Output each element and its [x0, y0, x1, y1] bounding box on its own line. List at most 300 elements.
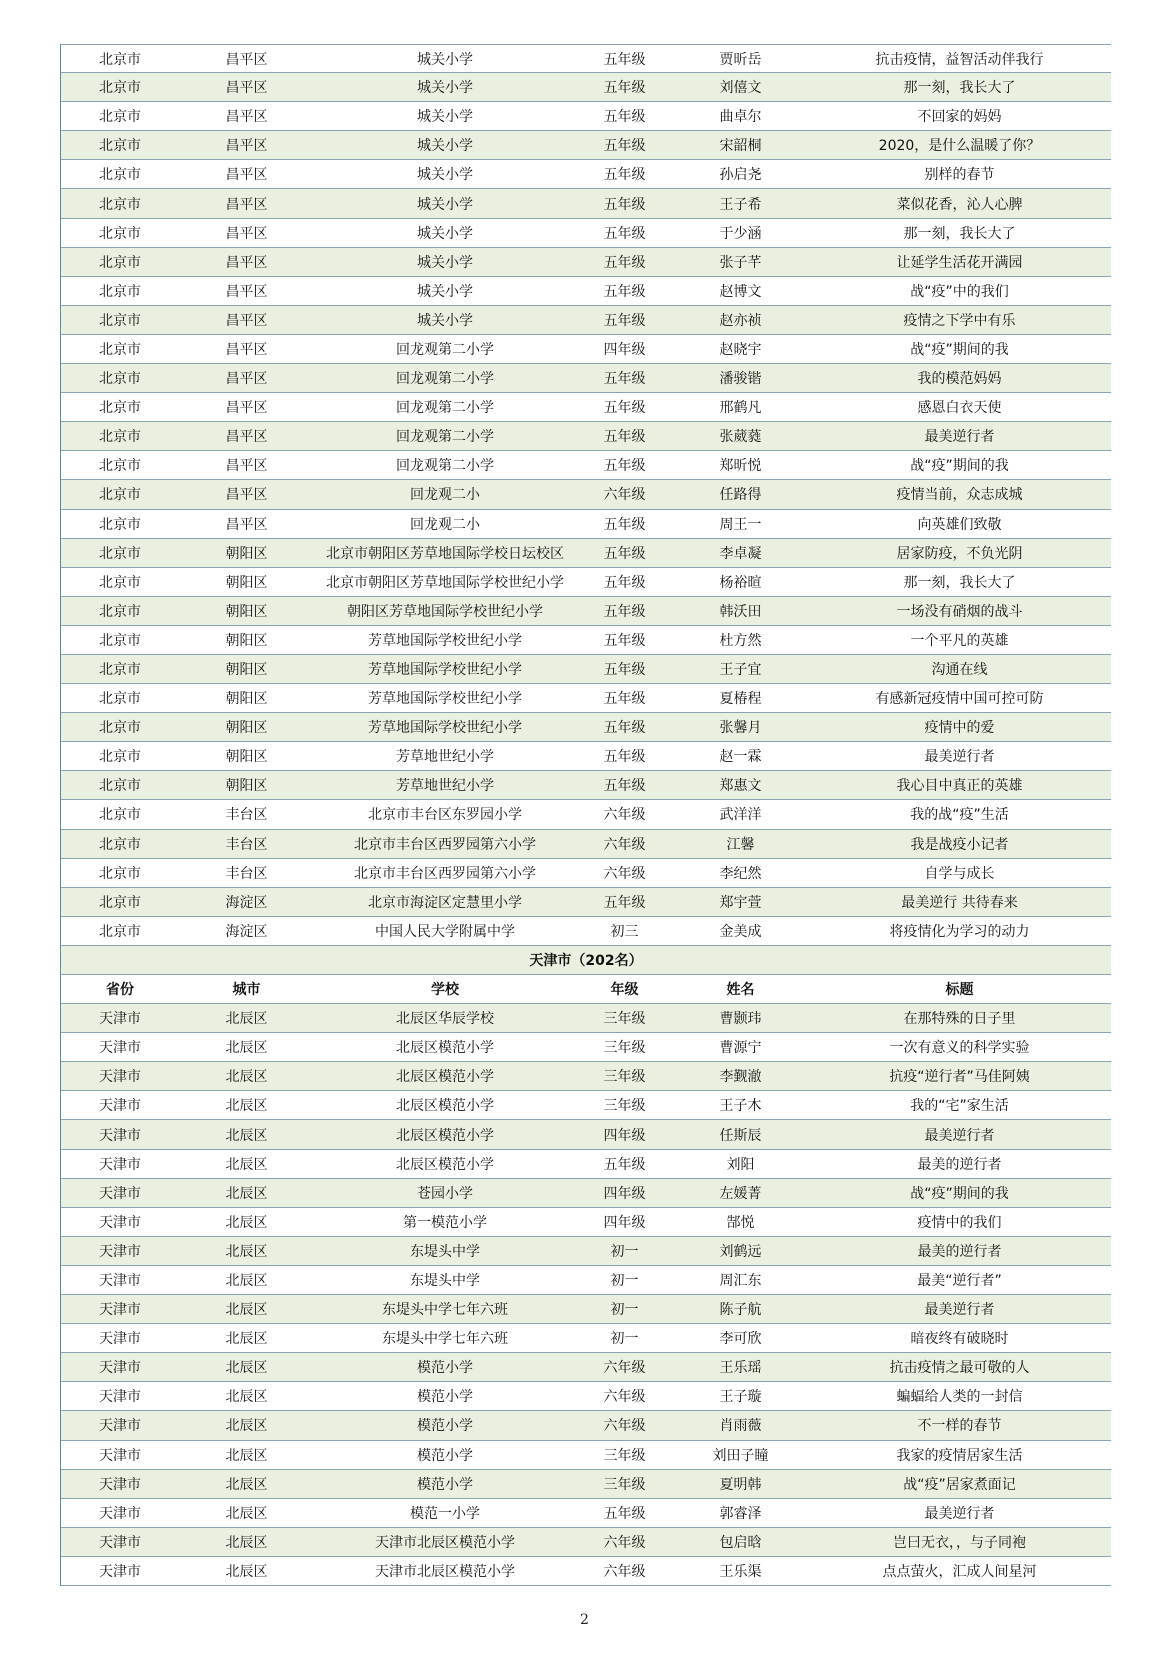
- table-cell: 回龙观第二小学: [396, 400, 494, 417]
- table-row: [61, 219, 1111, 248]
- table-cell: 城关小学: [417, 312, 473, 329]
- table-row: [61, 102, 1111, 131]
- table-row: [61, 160, 1111, 189]
- table-row: [61, 1557, 1111, 1586]
- table-cell: 东堤头中学: [410, 1272, 480, 1289]
- table-cell: 北京市丰台区东罗园小学: [368, 807, 522, 824]
- table-row: [61, 393, 1111, 422]
- table-cell: 五年级: [603, 1505, 646, 1522]
- table-cell: 北京市: [99, 371, 141, 388]
- table-cell: 城市: [232, 982, 261, 999]
- table-cell: 北京市: [99, 720, 141, 737]
- table-cell: 北京市: [99, 574, 141, 591]
- table-row: [61, 1062, 1111, 1091]
- table-cell: 回龙观第二小学: [396, 458, 494, 475]
- table-cell: 东堤头中学七年六班: [382, 1331, 508, 1348]
- table-cell: 抗击疫情之最可敬的人: [889, 1360, 1030, 1377]
- table-cell: 六年级: [603, 1360, 646, 1377]
- table-cell: 模范一小学: [410, 1505, 480, 1522]
- table-cell: 张葳蕤: [719, 429, 762, 446]
- table-row: [61, 597, 1111, 626]
- table-header-row: [61, 975, 1111, 1004]
- table-cell: 让延学生活花开满园: [896, 254, 1023, 271]
- table-cell: 五年级: [603, 458, 646, 475]
- table-cell: 武洋洋: [719, 807, 762, 824]
- table-cell: 潘骏锴: [719, 371, 762, 388]
- table-cell: 我心目中真正的英雄: [896, 778, 1023, 795]
- table-cell: 模范小学: [417, 1418, 473, 1435]
- table-cell: 五年级: [603, 749, 646, 766]
- table-cell: 芳草地国际学校世纪小学: [368, 720, 522, 737]
- table-cell: 战“疫”居家煮面记: [903, 1476, 1016, 1493]
- table-cell: 江馨: [726, 836, 755, 853]
- table-cell: 天津市: [99, 1214, 141, 1231]
- table-cell: 将疫情化为学习的动力: [889, 923, 1030, 940]
- table-cell: 张子芊: [719, 254, 762, 271]
- table-cell: 六年级: [603, 807, 646, 824]
- table-row: [61, 713, 1111, 742]
- table-cell: 六年级: [603, 1534, 646, 1551]
- table-cell: 北京市: [99, 80, 141, 97]
- table-cell: 北京市: [99, 545, 141, 562]
- table-row: [61, 800, 1111, 829]
- table-cell: 六年级: [603, 1563, 646, 1580]
- table-cell: 东堤头中学七年六班: [382, 1302, 508, 1319]
- table-cell: 王乐渠: [719, 1563, 762, 1580]
- table-row: [61, 1411, 1111, 1440]
- table-cell: 芳草地世纪小学: [396, 778, 494, 795]
- table-cell: 天津市: [99, 1272, 141, 1289]
- table-cell: 六年级: [603, 1418, 646, 1435]
- table-cell: 有感新冠疫情中国可控可防: [875, 691, 1044, 708]
- table-cell: 金美成: [719, 923, 762, 940]
- table-cell: 在那特殊的日子里: [903, 1011, 1016, 1028]
- table-cell: 海淀区: [225, 894, 268, 911]
- table-cell: 疫情中的爱: [924, 720, 995, 737]
- table-cell: 北辰区: [225, 1534, 268, 1551]
- table-cell: 模范小学: [417, 1389, 473, 1406]
- table-cell: 昌平区: [225, 283, 268, 300]
- table-cell: 城关小学: [417, 254, 473, 271]
- table-cell: 最美逆行 共待春来: [901, 894, 1018, 911]
- table-cell: 昌平区: [225, 371, 268, 388]
- table-cell: 刘田子瞳: [712, 1447, 769, 1464]
- table-cell: 芳草地国际学校世纪小学: [368, 691, 522, 708]
- table-cell: 丰台区: [225, 807, 268, 824]
- table-cell: 那一刻，我长大了: [903, 80, 1016, 97]
- table-cell: 城关小学: [417, 167, 473, 184]
- table-cell: 五年级: [603, 400, 646, 417]
- table-cell: 贾昕岳: [719, 51, 762, 68]
- table-row: [61, 655, 1111, 684]
- table-cell: 战“疫”期间的我: [910, 1185, 1009, 1202]
- table-cell: 赵亦祯: [719, 312, 762, 329]
- table-cell: 一次有意义的科学实验: [889, 1040, 1030, 1057]
- table-cell: 暗夜终有破晓时: [910, 1331, 1009, 1348]
- table-row: [61, 451, 1111, 480]
- table-cell: 北辰区: [225, 1505, 268, 1522]
- table-cell: 天津市: [99, 1505, 141, 1522]
- table-cell: 五年级: [603, 574, 646, 591]
- table-cell: 北京市: [99, 923, 141, 940]
- table-cell: 我的模范妈妈: [917, 371, 1002, 388]
- table-cell: 芳草地国际学校世纪小学: [368, 632, 522, 649]
- table-cell: 自学与成长: [924, 865, 995, 882]
- table-cell: 五年级: [603, 167, 646, 184]
- table-cell: 昌平区: [225, 109, 268, 126]
- table-row: [61, 1208, 1111, 1237]
- table-cell: 一场没有硝烟的战斗: [896, 603, 1023, 620]
- table-cell: 北京市: [99, 51, 141, 68]
- table-cell: 北京市: [99, 196, 141, 213]
- table-cell: 王子木: [719, 1098, 762, 1115]
- table-cell: 王子璇: [719, 1389, 762, 1406]
- table-cell: 三年级: [603, 1011, 646, 1028]
- table-cell: 最美的逆行者: [917, 1156, 1002, 1173]
- table-cell: 回龙观二小: [410, 487, 480, 504]
- table-cell: 回龙观第二小学: [396, 429, 494, 446]
- table-cell: 昌平区: [225, 341, 268, 358]
- table-cell: 夏椿程: [719, 691, 762, 708]
- table-row: [61, 742, 1111, 771]
- table-cell: 五年级: [603, 312, 646, 329]
- table-cell: 昌平区: [225, 458, 268, 475]
- table-cell: 芳草地国际学校世纪小学: [368, 662, 522, 679]
- table-cell: 天津市: [99, 1418, 141, 1435]
- table-cell: 北辰区: [225, 1272, 268, 1289]
- table-cell: 蝙蝠给人类的一封信: [896, 1389, 1023, 1406]
- table-cell: 我家的疫情居家生活: [896, 1447, 1023, 1464]
- table-cell: 北京市: [99, 138, 141, 155]
- table-row: [61, 568, 1111, 597]
- table-cell: 最美逆行者: [924, 749, 995, 766]
- table-cell: 最美逆行者: [924, 1127, 995, 1144]
- table-cell: 模范小学: [417, 1360, 473, 1377]
- table-cell: 朝阳区: [225, 662, 268, 679]
- table-cell: 朝阳区: [225, 749, 268, 766]
- table-cell: 天津市: [99, 1040, 141, 1057]
- table-cell: 五年级: [603, 1156, 646, 1173]
- table-cell: 北辰区: [225, 1069, 268, 1086]
- table-cell: 向英雄们致敬: [917, 516, 1002, 533]
- table-cell: 北辰区: [225, 1214, 268, 1231]
- table-cell: 北辰区华辰学校: [396, 1011, 494, 1028]
- results-table: [60, 44, 1111, 1586]
- table-cell: 赵晓宇: [719, 341, 762, 358]
- table-cell: 朝阳区: [225, 691, 268, 708]
- table-cell: 天津市: [99, 1127, 141, 1144]
- table-cell: 城关小学: [417, 109, 473, 126]
- table-row: [61, 277, 1111, 306]
- table-cell: 战“疫”中的我们: [910, 283, 1009, 300]
- table-cell: 模范小学: [417, 1447, 473, 1464]
- table-row: [61, 1120, 1111, 1149]
- table-cell: 北京市: [99, 109, 141, 126]
- table-row: [61, 510, 1111, 539]
- table-cell: 北辰区: [225, 1243, 268, 1260]
- table-cell: 北辰区: [225, 1331, 268, 1348]
- table-cell: 那一刻，我长大了: [903, 225, 1016, 242]
- table-cell: 任斯辰: [719, 1127, 762, 1144]
- table-cell: 刘僖文: [719, 80, 762, 97]
- table-cell: 天津市: [99, 1534, 141, 1551]
- table-cell: 韩沃田: [719, 603, 762, 620]
- table-row: [61, 917, 1111, 946]
- table-cell: 昌平区: [225, 225, 268, 242]
- table-cell: 沟通在线: [931, 662, 988, 679]
- table-cell: 五年级: [603, 691, 646, 708]
- table-cell: 初一: [610, 1243, 639, 1260]
- table-cell: 五年级: [603, 196, 646, 213]
- table-cell: 2020，是什么温暖了你？: [878, 138, 1041, 155]
- table-cell: 北京市: [99, 778, 141, 795]
- table-cell: 北辰区: [225, 1098, 268, 1115]
- table-row: [61, 131, 1111, 160]
- table-cell: 模范小学: [417, 1476, 473, 1493]
- table-cell: 五年级: [603, 80, 646, 97]
- table-cell: 六年级: [603, 487, 646, 504]
- table-cell: 疫情之下学中有乐: [903, 312, 1016, 329]
- table-cell: 年级: [610, 982, 639, 999]
- table-cell: 李可欣: [719, 1331, 762, 1348]
- table-cell: 北辰区: [225, 1447, 268, 1464]
- table-row: [61, 364, 1111, 393]
- table-cell: 刘鹤远: [719, 1243, 762, 1260]
- table-cell: 北京市: [99, 603, 141, 620]
- table-cell: 五年级: [603, 720, 646, 737]
- table-cell: 北京市: [99, 400, 141, 417]
- table-cell: 北辰区: [225, 1185, 268, 1202]
- table-cell: 北辰区: [225, 1127, 268, 1144]
- table-cell: 不一样的春节: [917, 1418, 1002, 1435]
- table-cell: 五年级: [603, 894, 646, 911]
- table-cell: 回龙观第二小学: [396, 371, 494, 388]
- table-cell: 北京市: [99, 167, 141, 184]
- table-row: [61, 1237, 1111, 1266]
- table-cell: 天津市: [99, 1011, 141, 1028]
- table-cell: 海淀区: [225, 923, 268, 940]
- table-row: [61, 1266, 1111, 1295]
- table-cell: 曹颢玮: [719, 1011, 762, 1028]
- table-row: [61, 1382, 1111, 1411]
- table-cell: 宋韶桐: [719, 138, 762, 155]
- table-cell: 不回家的妈妈: [917, 109, 1002, 126]
- table-cell: 北辰区: [225, 1156, 268, 1173]
- table-cell: 天津市: [99, 1476, 141, 1493]
- table-cell: 城关小学: [417, 283, 473, 300]
- table-row: [61, 1033, 1111, 1062]
- table-cell: 初一: [610, 1302, 639, 1319]
- table-cell: 昌平区: [225, 196, 268, 213]
- table-cell: 天津市: [99, 1185, 141, 1202]
- table-cell: 昌平区: [225, 516, 268, 533]
- table-cell: 北京市: [99, 429, 141, 446]
- table-cell: 陈子航: [719, 1302, 762, 1319]
- table-cell: 最美“逆行者”: [917, 1272, 1002, 1289]
- table-cell: 北京市朝阳区芳草地国际学校世纪小学: [326, 574, 564, 591]
- table-cell: 点点萤火，汇成人间星河: [882, 1563, 1037, 1580]
- table-cell: 城关小学: [417, 196, 473, 213]
- table-cell: 五年级: [603, 603, 646, 620]
- table-row: [61, 248, 1111, 277]
- table-cell: 任路得: [719, 487, 762, 504]
- table-cell: 五年级: [603, 516, 646, 533]
- table-cell: 郑惠文: [719, 778, 762, 795]
- table-cell: 居家防疫，不负光阴: [896, 545, 1023, 562]
- table-cell: 昌平区: [225, 254, 268, 271]
- table-cell: 北京市朝阳区芳草地国际学校日坛校区: [326, 545, 564, 562]
- table-cell: 北京市: [99, 807, 141, 824]
- table-cell: 天津市: [99, 1331, 141, 1348]
- table-cell: 抗击疫情，益智活动伴我行: [875, 51, 1044, 68]
- table-cell: 王乐瑶: [719, 1360, 762, 1377]
- table-row: [61, 73, 1111, 102]
- table-cell: 杨裕暄: [719, 574, 762, 591]
- table-cell: 一个平凡的英雄: [910, 632, 1009, 649]
- table-cell: 我是战疫小记者: [910, 836, 1009, 853]
- table-cell: 北京市: [99, 516, 141, 533]
- table-cell: 四年级: [603, 1127, 646, 1144]
- table-cell: 北京市: [99, 749, 141, 766]
- table-cell: 北辰区: [225, 1418, 268, 1435]
- table-cell: 夏明韩: [719, 1476, 762, 1493]
- table-cell: 北京市: [99, 225, 141, 242]
- table-cell: 城关小学: [417, 138, 473, 155]
- table-cell: 五年级: [603, 371, 646, 388]
- table-cell: 天津市: [99, 1447, 141, 1464]
- table-cell: 昌平区: [225, 80, 268, 97]
- table-row: [61, 771, 1111, 800]
- table-cell: 昌平区: [225, 487, 268, 504]
- table-cell: 城关小学: [417, 51, 473, 68]
- table-cell: 北辰区: [225, 1360, 268, 1377]
- table-row: [61, 480, 1111, 509]
- table-cell: 北京市: [99, 662, 141, 679]
- table-row: [61, 1470, 1111, 1499]
- table-cell: 学校: [431, 982, 459, 999]
- table-cell: 五年级: [603, 283, 646, 300]
- table-cell: 天津市北辰区模范小学: [375, 1534, 515, 1551]
- table-cell: 四年级: [603, 1185, 646, 1202]
- table-cell: 北京市: [99, 341, 141, 358]
- table-cell: 郑昕悦: [719, 458, 762, 475]
- table-cell: 丰台区: [225, 865, 268, 882]
- table-cell: 邢鹤凡: [719, 400, 762, 417]
- table-cell: 朝阳区芳草地国际学校世纪小学: [347, 603, 543, 620]
- table-cell: 北京市: [99, 865, 141, 882]
- table-row: [61, 189, 1111, 218]
- table-cell: 六年级: [603, 1389, 646, 1406]
- table-cell: 那一刻，我长大了: [903, 574, 1016, 591]
- table-row: [61, 684, 1111, 713]
- table-cell: 六年级: [603, 836, 646, 853]
- table-cell: 王子宜: [719, 662, 762, 679]
- table-cell: 北京市: [99, 254, 141, 271]
- table-cell: 三年级: [603, 1040, 646, 1057]
- table-cell: 五年级: [603, 429, 646, 446]
- table-cell: 王子希: [719, 196, 762, 213]
- table-cell: 北京市丰台区西罗园第六小学: [354, 836, 536, 853]
- table-cell: 最美逆行者: [924, 1505, 995, 1522]
- table-cell: 五年级: [603, 51, 646, 68]
- table-cell: 北辰区: [225, 1389, 268, 1406]
- table-cell: 朝阳区: [225, 720, 268, 737]
- table-cell: 城关小学: [417, 225, 473, 242]
- table-cell: 刘阳: [726, 1156, 755, 1173]
- table-cell: 昌平区: [225, 400, 268, 417]
- table-cell: 昌平区: [225, 167, 268, 184]
- table-cell: 曲卓尔: [719, 109, 762, 126]
- table-cell: 芳草地世纪小学: [396, 749, 494, 766]
- table-cell: 昌平区: [225, 51, 268, 68]
- table-cell: 肖雨薇: [719, 1418, 762, 1435]
- table-cell: 东堤头中学: [410, 1243, 480, 1260]
- table-cell: 北京市: [99, 894, 141, 911]
- table-cell: 五年级: [603, 225, 646, 242]
- table-cell: 五年级: [603, 778, 646, 795]
- table-cell: 抗疫“逆行者”马佳阿姨: [889, 1069, 1030, 1086]
- table-cell: 周王一: [719, 516, 762, 533]
- table-row: [61, 306, 1111, 335]
- table-cell: 初三: [610, 923, 639, 940]
- table-cell: 天津市: [99, 1243, 141, 1260]
- table-cell: 五年级: [603, 545, 646, 562]
- table-cell: 杜方然: [719, 632, 762, 649]
- table-cell: 天津市: [99, 1302, 141, 1319]
- table-cell: 六年级: [603, 865, 646, 882]
- table-cell: 四年级: [603, 1214, 646, 1231]
- table-cell: 朝阳区: [225, 545, 268, 562]
- table-row: [61, 859, 1111, 888]
- table-row: [61, 1528, 1111, 1557]
- section-title: 天津市（202名）: [61, 946, 1111, 975]
- table-cell: 回龙观二小: [410, 516, 480, 533]
- table-cell: 赵博文: [719, 283, 762, 300]
- table-row: [61, 1091, 1111, 1120]
- table-cell: 于少涵: [719, 225, 762, 242]
- table-cell: 感恩白衣天使: [917, 400, 1002, 417]
- table-cell: 李纪然: [719, 865, 762, 882]
- table-cell: 北辰区模范小学: [396, 1098, 494, 1115]
- table-cell: 菜似花香，沁人心脾: [896, 196, 1023, 213]
- table-cell: 最美逆行者: [924, 429, 995, 446]
- table-cell: 岂曰无衣，，与子同袍: [893, 1534, 1026, 1551]
- table-cell: 标题: [945, 982, 974, 999]
- table-row: [61, 539, 1111, 568]
- table-cell: 朝阳区: [225, 632, 268, 649]
- table-cell: 苍园小学: [417, 1185, 473, 1202]
- page-number: 2: [580, 1612, 589, 1628]
- table-cell: 最美的逆行者: [917, 1243, 1002, 1260]
- table-cell: 昌平区: [225, 138, 268, 155]
- table-cell: 郭睿泽: [719, 1505, 762, 1522]
- table-cell: 北辰区: [225, 1476, 268, 1493]
- table-cell: 孙启尧: [719, 167, 762, 184]
- table-cell: 赵一霖: [719, 749, 762, 766]
- table-row: [61, 1004, 1111, 1033]
- table-row: [61, 422, 1111, 451]
- table-cell: 北辰区模范小学: [396, 1127, 494, 1144]
- table-cell: 北辰区: [225, 1302, 268, 1319]
- table-row: [61, 44, 1111, 73]
- table-cell: 北京市: [99, 487, 141, 504]
- table-cell: 北京市: [99, 283, 141, 300]
- table-cell: 回龙观第二小学: [396, 341, 494, 358]
- table-cell: 省份: [106, 982, 134, 999]
- table-cell: 天津市: [99, 1069, 141, 1086]
- table-cell: 城关小学: [417, 80, 473, 97]
- table-cell: 李卓凝: [719, 545, 762, 562]
